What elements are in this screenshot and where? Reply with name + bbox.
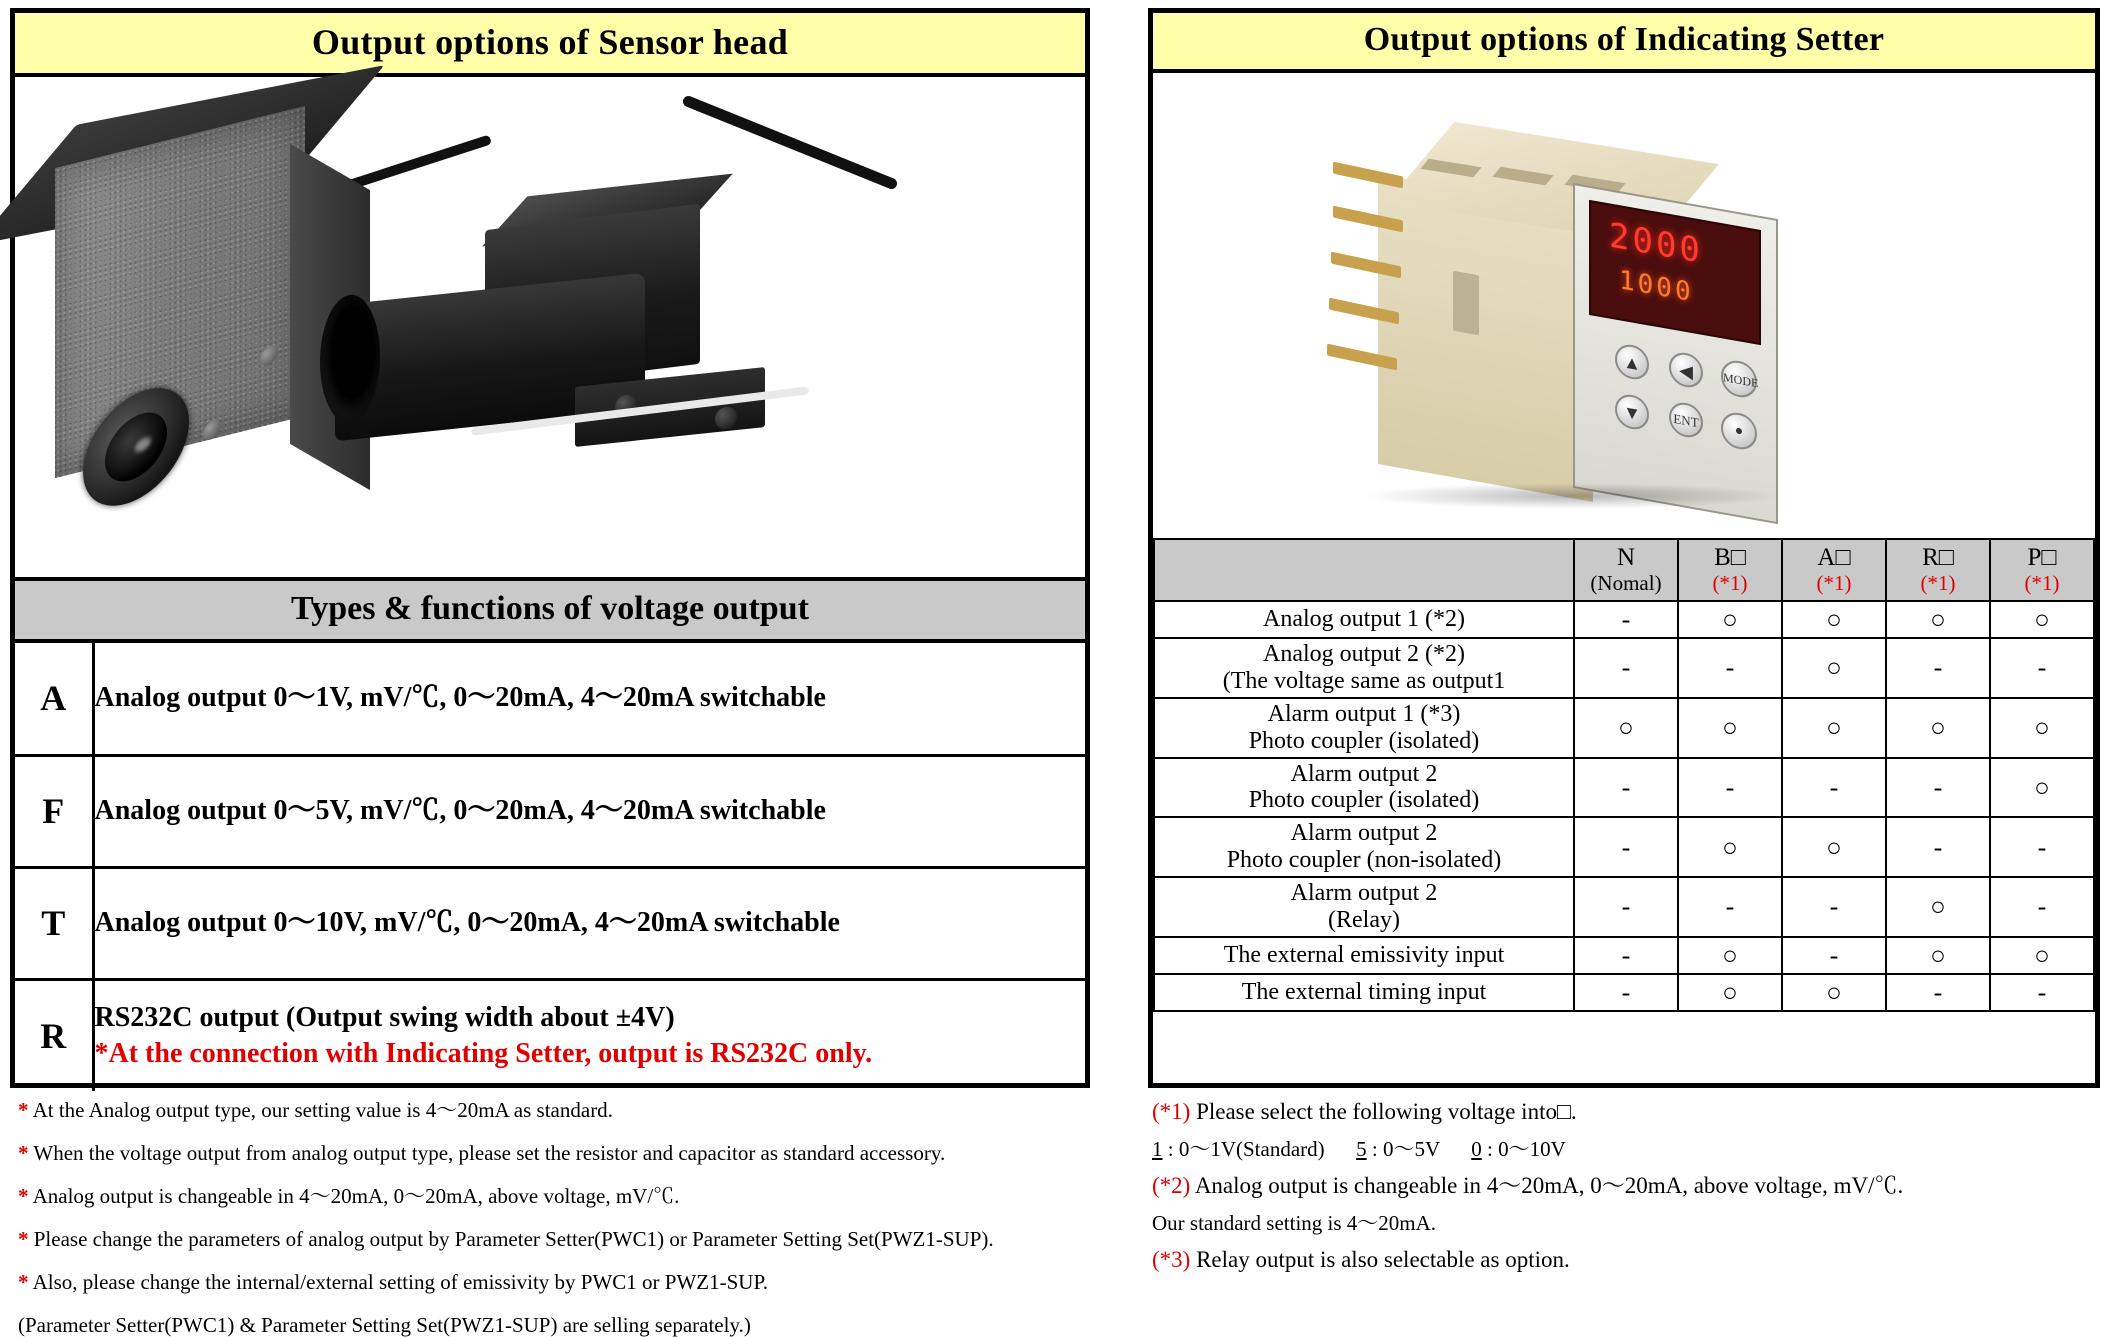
col-header-p-star: (*1) [2024, 571, 2060, 596]
table-row [15, 867, 1085, 979]
setter-shadow [1363, 483, 1783, 509]
voltage-output-table [15, 643, 1085, 1091]
row-label-line2: Photo coupler (non-isolated) [1226, 847, 1502, 874]
row-label [1154, 817, 1574, 877]
voltage-code: F [15, 755, 93, 867]
left-arrow-button[interactable]: ◀ [1669, 350, 1703, 390]
indicating-setter-photo [1153, 73, 2095, 538]
sensor-screw-2 [260, 342, 278, 369]
row-label [1154, 877, 1574, 937]
row-label [1154, 638, 1574, 698]
sensor-lens [83, 369, 189, 526]
cell-p: ○ [1990, 937, 2094, 974]
row-label: The external emissivity input [1154, 937, 1574, 974]
indicating-setter-notes [1152, 1100, 2112, 1287]
asterisk-icon: * [18, 1227, 29, 1251]
note-text-3: Relay output is also selectable as option. [1196, 1247, 1570, 1273]
sensor-lens-inner [105, 401, 167, 493]
indicating-setter-banner: Output options of Indicating Setter [1153, 13, 2095, 73]
cell-r: ○ [1886, 601, 1990, 638]
cell-n: - [1574, 974, 1678, 1011]
row-label-line1: Alarm output 2 [1290, 880, 1438, 907]
note-item [18, 1272, 1118, 1293]
col-header-r-star: (*1) [1920, 571, 1956, 596]
cell-p: ○ [1990, 758, 2094, 818]
voltage-desc-5: : 0～5V [1366, 1137, 1440, 1162]
down-arrow-button[interactable]: ▼ [1615, 392, 1649, 432]
sensor-head-panel [10, 8, 1090, 1088]
sensor-screw-1 [203, 417, 221, 444]
cell-b: ○ [1678, 974, 1782, 1011]
table-row [1154, 974, 2094, 1011]
row-label: The external timing input [1154, 974, 1574, 1011]
voltage-desc-text: Analog output 0～10V, mV/℃, 0～20mA, 4～20mA switchable [94, 907, 840, 939]
note-item-2 [1152, 1174, 2112, 1198]
note-text: At the Analog output type, our setting value is 4～20mA as standard. [32, 1098, 613, 1122]
table-row [1154, 817, 2094, 877]
note-item-1-sub [1152, 1138, 2112, 1160]
note-ref-1: (*1) [1152, 1099, 1191, 1124]
voltage-desc [93, 979, 1085, 1091]
col-header-a-label: A□ [1817, 544, 1851, 572]
voltage-desc-0: : 0～10V [1481, 1137, 1566, 1162]
voltage-code-5: 5 [1356, 1137, 1367, 1162]
col-header-n-label: N [1616, 544, 1636, 572]
table-row [1154, 937, 2094, 974]
note-text-1: Please select the following voltage into□. [1196, 1099, 1577, 1124]
col-header-b [1678, 539, 1782, 601]
cell-b: ○ [1678, 937, 1782, 974]
col-header-r-label: R□ [1922, 544, 1954, 572]
table-row [1154, 698, 2094, 758]
cell-n: - [1574, 601, 1678, 638]
row-label [1154, 758, 1574, 818]
row-label-line1: Alarm output 2 [1290, 760, 1438, 787]
row-label-line2: Photo coupler (isolated) [1248, 787, 1480, 814]
cell-n: - [1574, 937, 1678, 974]
col-header-r [1886, 539, 1990, 601]
cell-n: - [1574, 817, 1678, 877]
note-item [18, 1143, 1118, 1164]
note-item-1 [1152, 1100, 2112, 1124]
setter-display-pv: 2000 [1609, 215, 1703, 272]
cell-n: - [1574, 638, 1678, 698]
table-row [15, 979, 1085, 1091]
table-row [1154, 758, 2094, 818]
note-text: Analog output is changeable in 4～20mA, 0～20mA, above voltage, mV/℃. [32, 1184, 680, 1208]
sensor-box-body [55, 106, 305, 478]
col-header-a-star: (*1) [1816, 571, 1852, 596]
cell-r: - [1886, 758, 1990, 818]
cell-a: ○ [1782, 817, 1886, 877]
table-row [1154, 638, 2094, 698]
col-header-b-label: B□ [1714, 544, 1746, 572]
cell-r: - [1886, 638, 1990, 698]
cell-p: ○ [1990, 601, 2094, 638]
cell-b: ○ [1678, 601, 1782, 638]
cell-b: - [1678, 638, 1782, 698]
row-label-line1: Alarm output 2 [1290, 820, 1438, 847]
note-text: Please change the parameters of analog output by Parameter Setter(PWC1) or Parameter Setting Set(PWZ1-SUP). [33, 1227, 994, 1251]
table-row [1154, 601, 2094, 638]
asterisk-icon: * [18, 1098, 29, 1122]
asterisk-icon: * [18, 1184, 29, 1208]
row-label-line2: (Relay) [1328, 906, 1400, 933]
cell-p: - [1990, 877, 2094, 937]
voltage-desc-text: Analog output 0～1V, mV/℃, 0～20mA, 4～20mA switchable [94, 682, 826, 714]
cell-n: ○ [1574, 698, 1678, 758]
table-row [1154, 877, 2094, 937]
note-ref-3: (*3) [1152, 1247, 1191, 1273]
row-label-line2: (The voltage same as output1 [1222, 667, 1506, 694]
up-arrow-button[interactable]: ▲ [1615, 342, 1649, 382]
power-button[interactable]: ● [1721, 410, 1757, 452]
table-header-row [1154, 539, 2094, 601]
output-options-table [1153, 538, 2095, 1012]
sensor-head-photo [15, 77, 1085, 577]
note-text: Also, please change the internal/external setting of emissivity by PWC1 or PWZ1-SUP. [32, 1270, 769, 1294]
col-header-a [1782, 539, 1886, 601]
cell-a: ○ [1782, 638, 1886, 698]
cell-n: - [1574, 877, 1678, 937]
voltage-code-1: 1 [1152, 1137, 1163, 1162]
mode-button[interactable]: MODE [1721, 358, 1757, 400]
voltage-desc [93, 867, 1085, 979]
cell-r: ○ [1886, 877, 1990, 937]
voltage-desc-text: Analog output 0～5V, mV/℃, 0～20mA, 4～20mA switchable [94, 795, 826, 827]
cell-r: ○ [1886, 937, 1990, 974]
cell-b: ○ [1678, 698, 1782, 758]
col-header-p-label: P□ [2027, 544, 2057, 572]
cell-a: ○ [1782, 698, 1886, 758]
cell-p: ○ [1990, 698, 2094, 758]
sensor-head-banner: Output options of Sensor head [15, 13, 1085, 77]
voltage-desc [93, 643, 1085, 755]
col-header-n-sub: (Nomal) [1590, 571, 1662, 596]
cell-b: - [1678, 758, 1782, 818]
sensor-lens-glint [135, 435, 151, 455]
cell-a: ○ [1782, 974, 1886, 1011]
note-text: When the voltage output from analog output type, please set the resistor and capacitor as standard accessory. [33, 1141, 946, 1165]
table-row [15, 643, 1085, 755]
voltage-desc-note: *At the connection with Indicating Setter, output is RS232C only. [94, 1037, 873, 1069]
voltage-code: A [15, 643, 93, 755]
cell-p: - [1990, 974, 2094, 1011]
note-text-2: Analog output is changeable in 4～20mA, 0～20mA, above voltage, mV/℃. [1194, 1173, 1904, 1199]
cell-r: - [1886, 974, 1990, 1011]
voltage-code-0: 0 [1471, 1137, 1482, 1162]
cell-r: ○ [1886, 698, 1990, 758]
cell-a: - [1782, 877, 1886, 937]
note-item [18, 1229, 1118, 1250]
voltage-code: T [15, 867, 93, 979]
voltage-code: R [15, 979, 93, 1091]
asterisk-icon: * [18, 1141, 29, 1165]
row-label-line2: Photo coupler (isolated) [1248, 727, 1480, 754]
setter-display-sv: 1000 [1619, 265, 1694, 309]
voltage-desc-text: RS232C output (Output swing width about ±4V) [94, 1001, 675, 1033]
cell-a: - [1782, 758, 1886, 818]
setter-terminal-pin [1333, 162, 1403, 189]
enter-button[interactable]: ENT [1669, 400, 1703, 440]
note-final: (Parameter Setter(PWC1) & Parameter Setting Set(PWZ1-SUP) are selling separately.) [18, 1313, 751, 1337]
voltage-output-subheader: Types & functions of voltage output [15, 577, 1085, 643]
note-item-2-sub: Our standard setting is 4～20mA. [1152, 1211, 1437, 1236]
note-ref-2: (*2) [1152, 1173, 1191, 1199]
cell-n: - [1574, 758, 1678, 818]
col-header-b-star: (*1) [1712, 571, 1748, 596]
col-header-blank [1154, 539, 1574, 601]
row-label-line1: Analog output 1 (*2) [1263, 606, 1465, 633]
sensor-head-notes [18, 1100, 1118, 1336]
note-item-3 [1152, 1248, 2112, 1272]
voltage-desc [93, 755, 1085, 867]
row-label [1154, 601, 1574, 638]
cell-r: - [1886, 817, 1990, 877]
setter-side-vent [1453, 271, 1479, 336]
asterisk-icon: * [18, 1270, 29, 1294]
row-label-line1: Analog output 2 (*2) [1263, 641, 1465, 668]
cell-a: - [1782, 937, 1886, 974]
row-label-line1: Alarm output 1 (*3) [1267, 700, 1461, 727]
row-label [1154, 698, 1574, 758]
cell-b: - [1678, 877, 1782, 937]
note-item [18, 1100, 1118, 1121]
voltage-desc-1: : 0～1V(Standard) [1162, 1137, 1325, 1162]
col-header-n [1574, 539, 1678, 601]
cell-b: ○ [1678, 817, 1782, 877]
cell-a: ○ [1782, 601, 1886, 638]
cell-p: - [1990, 638, 2094, 698]
indicating-setter-panel [1148, 8, 2100, 1088]
col-header-p [1990, 539, 2094, 601]
note-item [18, 1186, 1118, 1207]
cell-p: - [1990, 817, 2094, 877]
table-row [15, 755, 1085, 867]
